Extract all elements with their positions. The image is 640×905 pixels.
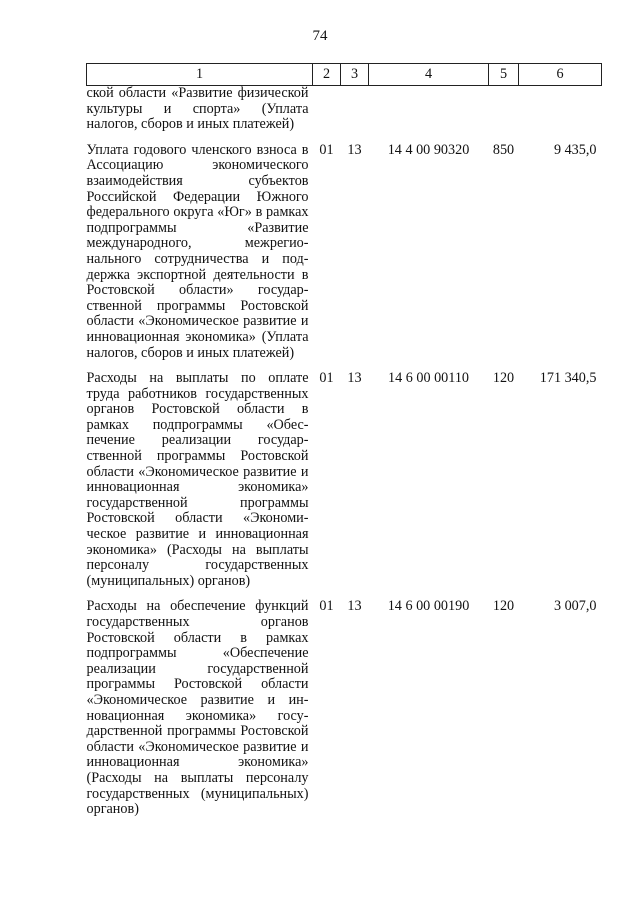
row-section: 01: [319, 598, 334, 615]
column-header-5: 5: [489, 64, 519, 86]
column-header-6: 6: [519, 64, 602, 86]
table-header: [87, 64, 602, 86]
column-header-4: 4: [369, 64, 489, 86]
row-expense-type: 120: [492, 370, 515, 387]
row-description: Уплата годового членского взноса в Ассоциацию экономического взаимодействия субъектов Российской Федерации Южного федерального округа «Юг» в рамках подпрограммы «Развитие международного, межрегионального сотрудничества и поддержка экспортной деятельности в Ростовской области» государственной программы Ростовской области «Экономическое развитие и инновационная экономика» (Уплата налогов, сборов и иных платежей): [86, 141, 309, 361]
header-row: [87, 64, 602, 86]
row-description: ской области «Развитие физической культуры и спорта» (Уплата налогов, сборов и иных платежей): [86, 85, 309, 133]
row-target-article: 14 6 00 00190: [387, 598, 470, 615]
budget-table: [86, 63, 602, 818]
row-subsection: 13: [347, 598, 362, 615]
row-section: [313, 86, 341, 133]
row-expense-type: [489, 86, 519, 133]
row-target-article: 14 4 00 90320: [387, 141, 470, 158]
page-number: 74: [312, 28, 328, 44]
row-expense-type: 120: [492, 598, 515, 615]
column-header-2: 2: [313, 64, 341, 86]
table-row: [87, 599, 602, 817]
row-description: Расходы на обеспечение функций государственных органов Ростовской области в рамках подпрограммы «Обеспечение реализации государственной программы Ростовской области «Экономическое развитие и инновационная экономика» государственной программы Ростовской области «Экономическое развитие и инновационная экономика» (Расходы на выплаты персоналу государственных (муниципальных) органов): [86, 598, 309, 818]
table-row: [87, 143, 602, 361]
row-amount: 3 007,0: [553, 598, 597, 615]
column-header-1: 1: [87, 64, 313, 86]
table-row: [87, 86, 602, 133]
row-target-article: 14 6 00 00110: [387, 370, 470, 387]
row-amount: [519, 86, 602, 133]
row-amount: 171 340,5: [539, 370, 597, 387]
row-section: 01: [319, 370, 334, 387]
column-header-3: 3: [341, 64, 369, 86]
row-target-article: [369, 86, 489, 133]
row-description: Расходы на выплаты по оплате труда работников государственных органов Ростовской области в рамках подпрограммы «Обеспечение реализации государственной программы Ростовской области «Экономическое развитие и инновационная экономика» государственной программы Ростовской области «Экономическое развитие и инновационная экономика» (Расходы на выплаты персоналу государственных (муниципальных) органов): [86, 370, 309, 589]
table-row: [87, 371, 602, 589]
row-section: 01: [319, 141, 334, 158]
row-amount: 9 435,0: [553, 141, 597, 158]
table-body: [87, 86, 602, 818]
row-expense-type: 850: [492, 141, 515, 158]
row-subsection: 13: [347, 141, 362, 158]
row-subsection: [341, 86, 369, 133]
row-subsection: 13: [347, 370, 362, 387]
